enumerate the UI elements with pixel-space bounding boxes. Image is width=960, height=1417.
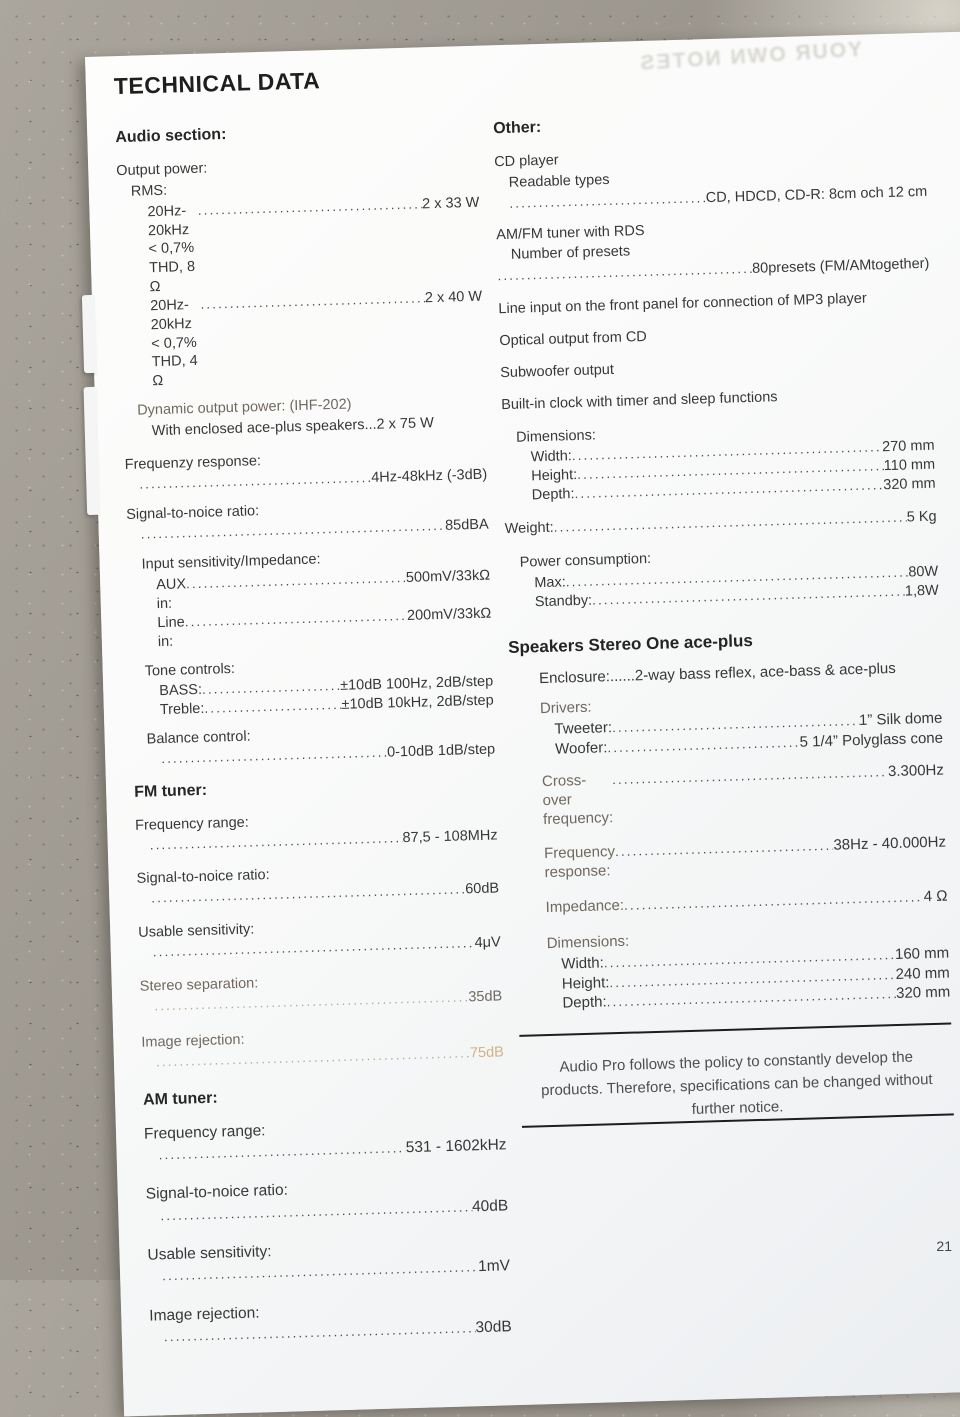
- spec-value: 1” Silk dome: [858, 709, 943, 730]
- spec-label: Depth:: [531, 486, 575, 504]
- page-title: TECHNICAL DATA: [113, 67, 321, 100]
- spec-label: AM/FM tuner with RDS: [496, 222, 645, 243]
- spec-label: Readable types: [508, 171, 610, 191]
- dot-leader: [615, 837, 834, 862]
- spec-value: 40dB: [471, 1196, 509, 1216]
- spec-label: Height:: [531, 467, 578, 485]
- spec-value: 4Hz-48kHz (-3dB): [370, 466, 488, 486]
- section-heading-fm: FM tuner:: [133, 782, 208, 802]
- spec-fm-separation: [140, 967, 503, 1016]
- spec-fm-snr: [136, 859, 499, 908]
- page-edge-tab: [82, 295, 97, 373]
- spec-value: CD, HDCD, CD-R: 8cm och 12 cm: [705, 183, 928, 206]
- spec-label: Image rejection:: [149, 1304, 260, 1325]
- dot-leader: [139, 469, 371, 494]
- manual-page: [85, 28, 960, 1417]
- spec-fm-image-rejection: [141, 1024, 504, 1073]
- spec-value: 80presets (FM/AMtogether): [751, 255, 930, 278]
- spec-label: Frequency range:: [143, 1121, 266, 1143]
- feature-optical-output: Optical output from CD: [499, 329, 648, 350]
- spec-label: Balance control:: [146, 728, 251, 748]
- spec-dimensions-unit: [516, 416, 936, 505]
- feature-subwoofer-output: Subwoofer output: [500, 362, 615, 382]
- spec-dynamic-output-power: [137, 392, 486, 442]
- spec-label: Frequenzy response:: [124, 452, 262, 473]
- spec-label: Weight:: [504, 519, 554, 538]
- dot-leader: [509, 189, 706, 213]
- spec-label: Tone controls:: [144, 660, 236, 680]
- policy-note: Audio Pro follows the policy to constantly develop the products. Therefore, specifications can be changed without further notice.: [540, 1048, 933, 1119]
- spec-value: 60dB: [465, 880, 500, 898]
- spec-label: 20Hz-20kHz < 0,7% THD, 8 Ω: [147, 202, 196, 296]
- spec-label: RMS:: [130, 182, 168, 200]
- spec-label: Impedance:: [545, 896, 625, 916]
- spec-value: 87,5 - 108MHz: [402, 827, 498, 847]
- divider-top: [519, 1022, 951, 1036]
- spec-value: 3.300Hz: [887, 761, 945, 781]
- spec-am-sensitivity: [147, 1235, 510, 1286]
- spec-row-weight: [505, 508, 937, 539]
- spec-label: Frequency response:: [543, 843, 616, 882]
- spec-value: 200mV/33kΩ: [406, 605, 492, 624]
- am-tuner-section: [143, 1080, 512, 1347]
- dot-leader: [612, 763, 889, 790]
- spec-label: Width:: [530, 448, 573, 466]
- spec-value: 80W: [908, 563, 939, 581]
- spec-value: ±10dB 100Hz, 2dB/step: [339, 673, 494, 695]
- spec-am-image-rejection: [149, 1296, 512, 1347]
- spec-signal-noise: [126, 496, 489, 545]
- spec-value: 0-10dB 1dB/step: [386, 741, 496, 761]
- spec-value: 35dB: [468, 988, 503, 1006]
- bleedthrough-text: YOUR OWN NOTES: [637, 37, 863, 75]
- spec-value: 5 1/4” Polyglass cone: [799, 729, 944, 751]
- spec-label: Height:: [561, 973, 610, 993]
- feature-clock: Built-in clock with timer and sleep functions: [500, 389, 778, 414]
- spec-label: Stereo separation:: [139, 975, 259, 995]
- spec-label: BASS:: [159, 682, 203, 700]
- speakers-section: [508, 624, 951, 1014]
- dot-leader: [607, 732, 800, 757]
- spec-label: Dimensions:: [515, 427, 597, 446]
- spec-row-rms-8ohm: [147, 193, 482, 297]
- page-number: 21: [936, 1238, 952, 1254]
- spec-value: 110 mm: [883, 456, 936, 475]
- spec-row-rms-4ohm: [150, 288, 485, 392]
- spec-fm-sensitivity: [138, 913, 501, 962]
- spec-label: Drivers:: [539, 698, 592, 717]
- spec-label: Input sensitivity/Impedance:: [141, 551, 321, 573]
- spec-row-impedance: [545, 887, 947, 917]
- spec-label: Signal-to-noice ratio:: [136, 866, 270, 887]
- left-column: [115, 118, 512, 1347]
- spec-label: Dynamic output power: (IHF-202): [136, 396, 352, 419]
- spec-cd-player: [494, 141, 928, 214]
- spec-value: 2 x 40 W: [424, 288, 483, 307]
- spec-label: 20Hz-20kHz < 0,7% THD, 4 Ω: [149, 297, 198, 390]
- spec-value: 500mV/33kΩ: [405, 567, 491, 587]
- spec-output-power: [116, 152, 484, 392]
- spec-label: Number of presets: [510, 243, 631, 264]
- spec-label: Usable sensitivity:: [138, 921, 255, 941]
- spec-dimensions-speakers: [546, 922, 950, 1014]
- spec-value: 4 Ω: [923, 887, 948, 906]
- spec-value: 531 - 1602kHz: [405, 1136, 507, 1157]
- spec-value: ±10dB 10kHz, 2dB/step: [341, 692, 494, 714]
- spec-tone-controls: [144, 652, 494, 721]
- spec-value: 85dBA: [444, 516, 489, 535]
- spec-am-fm-tuner-rds: [496, 213, 930, 286]
- dot-leader: [204, 696, 342, 719]
- spec-row-crossover: [542, 762, 945, 830]
- dot-leader: [624, 888, 924, 915]
- dot-leader: [553, 508, 907, 536]
- spec-balance: [146, 721, 495, 769]
- spec-enclosure: Enclosure:......2-way bass reflex, ace-bass & ace-plus: [538, 659, 897, 688]
- spec-label: Power consumption:: [519, 550, 652, 571]
- section-heading-am: AM tuner:: [142, 1089, 218, 1109]
- spec-input-sensitivity: [141, 546, 492, 652]
- spec-label: Frequency range:: [134, 814, 250, 835]
- section-heading-audio: Audio section:: [115, 125, 227, 147]
- spec-label: Usable sensitivity:: [147, 1243, 272, 1264]
- spec-drivers: [540, 687, 944, 759]
- spec-label: Cross-over frequency:: [541, 771, 614, 828]
- spec-value: 1mV: [477, 1257, 511, 1276]
- spec-value: 5 Kg: [906, 508, 937, 526]
- spec-value: 160 mm: [894, 944, 950, 964]
- spec-label: Depth:: [562, 993, 607, 1012]
- dot-leader: [186, 569, 406, 594]
- spec-label: CD player: [493, 152, 559, 171]
- spec-value: 240 mm: [895, 964, 950, 983]
- dot-leader: [161, 744, 387, 769]
- page-edge-tab: [84, 387, 101, 515]
- spec-label: Output power:: [116, 160, 208, 180]
- spec-label: Tweeter:: [554, 719, 613, 738]
- spec-value: 38Hz - 40.000Hz: [833, 833, 947, 855]
- spec-am-range: [144, 1114, 507, 1165]
- spec-am-snr: [146, 1175, 509, 1226]
- spec-frequency-response: [125, 445, 488, 494]
- spec-label: Line in:: [157, 614, 185, 650]
- spec-value: 1,8W: [904, 582, 939, 600]
- feature-line-input: Line input on the front panel for connection of MP3 player: [498, 290, 867, 318]
- section-heading-other: Other:: [492, 118, 542, 138]
- spec-value: 320 mm: [895, 983, 951, 1003]
- spec-label: Max:: [534, 574, 566, 592]
- dot-leader: [197, 195, 422, 220]
- spec-value: 30dB: [475, 1318, 512, 1337]
- spec-value: 75dB: [469, 1044, 505, 1062]
- spec-label: Image rejection:: [141, 1032, 245, 1052]
- spec-label: Dimensions:: [546, 932, 630, 952]
- section-heading-speakers: Speakers Stereo One ace-plus: [507, 630, 754, 657]
- spec-power-consumption: [519, 542, 939, 613]
- spec-value: 2 x 33 W: [421, 194, 480, 213]
- spec-fm-range: [135, 807, 498, 856]
- spec-label: Signal-to-noice ratio:: [125, 503, 260, 524]
- spec-value: With enclosed ace-plus speakers...2 x 75 W: [151, 415, 434, 440]
- spec-label: Woofer:: [554, 738, 608, 758]
- spec-value: 320 mm: [883, 475, 936, 494]
- spec-value: 4μV: [474, 934, 501, 952]
- spec-label: Width:: [561, 954, 605, 973]
- spec-label: Signal-to-noice ratio:: [145, 1181, 289, 1204]
- spec-label: AUX in:: [156, 576, 187, 613]
- spec-value: 270 mm: [881, 438, 935, 456]
- spec-label: Treble:: [159, 701, 205, 719]
- spec-label: Standby:: [534, 592, 593, 611]
- right-column: [493, 107, 954, 1128]
- spec-row-speaker-freq: [544, 834, 947, 883]
